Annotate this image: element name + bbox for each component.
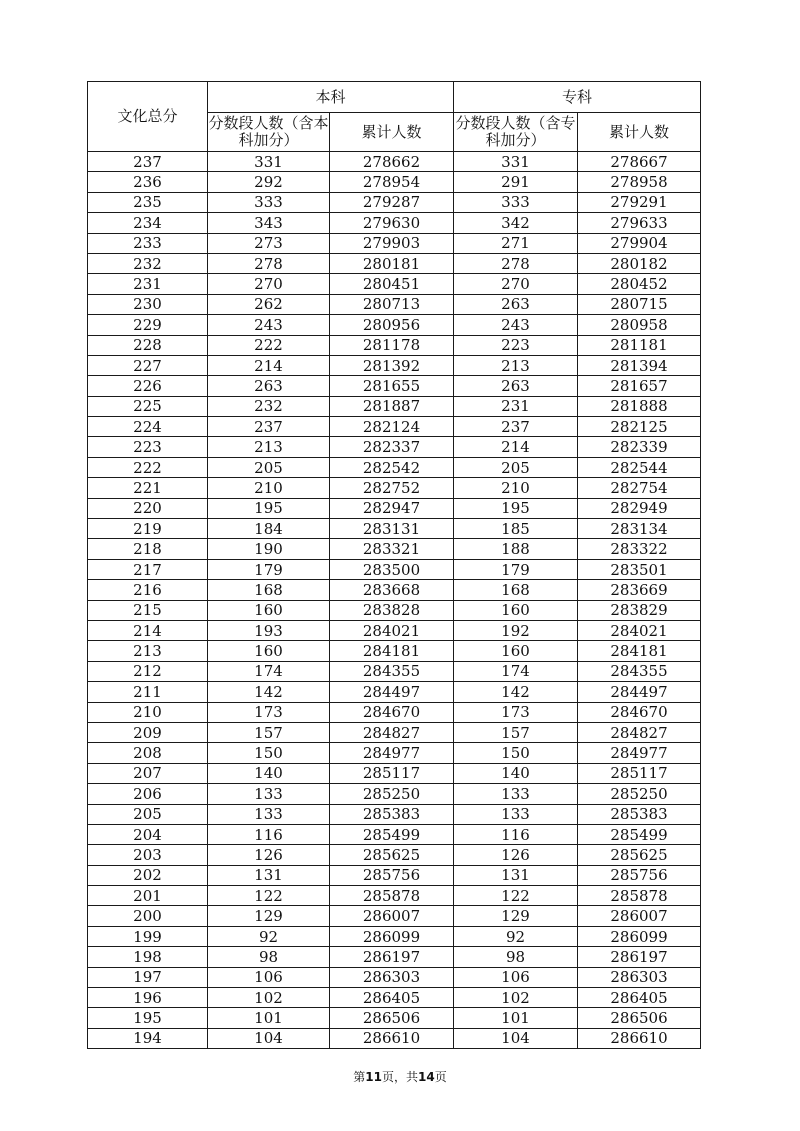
undergrad-segment-cell: 273 [208,233,330,253]
undergrad-segment-cell: 174 [208,661,330,681]
specialist-cumulative-cell: 286506 [578,1008,701,1028]
undergrad-cumulative-cell: 284021 [330,620,454,640]
specialist-cumulative-cell: 285878 [578,886,701,906]
score-cell: 237 [88,152,208,172]
specialist-cumulative-cell: 280182 [578,253,701,273]
undergrad-cumulative-cell: 281655 [330,376,454,396]
specialist-cumulative-cell: 285250 [578,784,701,804]
undergrad-cumulative-cell: 285625 [330,845,454,865]
score-cell: 236 [88,172,208,192]
undergrad-segment-cell: 184 [208,519,330,539]
undergrad-cumulative-cell: 285756 [330,865,454,885]
undergrad-cumulative-cell: 285250 [330,784,454,804]
undergrad-segment-cell: 106 [208,967,330,987]
specialist-segment-cell: 133 [454,804,578,824]
undergrad-cumulative-cell: 283131 [330,519,454,539]
footer-prefix: 第 [353,1070,366,1084]
undergrad-segment-cell: 101 [208,1008,330,1028]
table-row [88,498,701,518]
specialist-segment-cell: 173 [454,702,578,722]
specialist-segment-cell: 263 [454,376,578,396]
undergrad-segment-cell: 237 [208,417,330,437]
undergrad-segment-cell: 142 [208,682,330,702]
score-cell: 209 [88,722,208,742]
undergrad-segment-cell: 160 [208,641,330,661]
score-cell: 207 [88,763,208,783]
score-cell: 231 [88,274,208,294]
undergrad-segment-cell: 263 [208,376,330,396]
undergrad-segment-cell: 190 [208,539,330,559]
undergrad-cumulative-cell: 286007 [330,906,454,926]
specialist-cumulative-cell: 282125 [578,417,701,437]
specialist-segment-cell: 116 [454,824,578,844]
undergrad-cumulative-cell: 280181 [330,253,454,273]
specialist-segment-cell: 131 [454,865,578,885]
specialist-segment-cell: 223 [454,335,578,355]
table-row [88,539,701,559]
score-cell: 228 [88,335,208,355]
table-row [88,865,701,885]
undergrad-cumulative-cell: 280451 [330,274,454,294]
undergrad-cumulative-cell: 283828 [330,600,454,620]
table-row [88,722,701,742]
score-cell: 224 [88,417,208,437]
table-row [88,661,701,681]
specialist-segment-cell: 237 [454,417,578,437]
specialist-segment-cell: 342 [454,213,578,233]
undergrad-cumulative-cell: 282124 [330,417,454,437]
header-specialist-cumulative: 累计人数 [578,113,701,152]
undergrad-cumulative-cell: 281178 [330,335,454,355]
undergrad-segment-cell: 213 [208,437,330,457]
specialist-segment-cell: 291 [454,172,578,192]
specialist-segment-cell: 331 [454,152,578,172]
specialist-segment-cell: 179 [454,559,578,579]
table-row [88,784,701,804]
undergrad-cumulative-cell: 283500 [330,559,454,579]
specialist-segment-cell: 142 [454,682,578,702]
score-cell: 227 [88,355,208,375]
specialist-cumulative-cell: 286610 [578,1028,701,1048]
specialist-segment-cell: 214 [454,437,578,457]
score-cell: 230 [88,294,208,314]
table-row [88,152,701,172]
undergrad-segment-cell: 278 [208,253,330,273]
undergrad-cumulative-cell: 282337 [330,437,454,457]
undergrad-cumulative-cell: 286405 [330,988,454,1008]
undergrad-cumulative-cell: 279287 [330,192,454,212]
score-cell: 216 [88,580,208,600]
score-cell: 202 [88,865,208,885]
specialist-cumulative-cell: 281888 [578,396,701,416]
specialist-cumulative-cell: 278958 [578,172,701,192]
header-specialist: 专科 [454,82,701,113]
score-cell: 234 [88,213,208,233]
score-cell: 204 [88,824,208,844]
specialist-segment-cell: 213 [454,355,578,375]
table-body [88,152,701,1049]
specialist-segment-cell: 263 [454,294,578,314]
footer-total-pages: 14 [418,1070,435,1084]
score-cell: 196 [88,988,208,1008]
specialist-cumulative-cell: 285756 [578,865,701,885]
specialist-cumulative-cell: 281394 [578,355,701,375]
score-cell: 210 [88,702,208,722]
table-row [88,396,701,416]
specialist-cumulative-cell: 284497 [578,682,701,702]
table-row [88,233,701,253]
specialist-segment-cell: 195 [454,498,578,518]
table-row [88,763,701,783]
specialist-cumulative-cell: 285383 [578,804,701,824]
undergrad-cumulative-cell: 286610 [330,1028,454,1048]
table-row [88,335,701,355]
undergrad-cumulative-cell: 286303 [330,967,454,987]
header-undergrad-segment-count: 分数段人数（含本科加分） [208,113,330,152]
specialist-segment-cell: 185 [454,519,578,539]
specialist-segment-cell: 140 [454,763,578,783]
undergrad-segment-cell: 173 [208,702,330,722]
specialist-segment-cell: 205 [454,457,578,477]
score-cell: 215 [88,600,208,620]
specialist-segment-cell: 188 [454,539,578,559]
undergrad-segment-cell: 343 [208,213,330,233]
specialist-segment-cell: 270 [454,274,578,294]
undergrad-segment-cell: 133 [208,804,330,824]
undergrad-cumulative-cell: 278662 [330,152,454,172]
score-cell: 222 [88,457,208,477]
specialist-cumulative-cell: 280452 [578,274,701,294]
specialist-segment-cell: 126 [454,845,578,865]
table-row [88,315,701,335]
score-cell: 212 [88,661,208,681]
specialist-segment-cell: 101 [454,1008,578,1028]
score-cell: 225 [88,396,208,416]
specialist-cumulative-cell: 286303 [578,967,701,987]
specialist-cumulative-cell: 283829 [578,600,701,620]
specialist-segment-cell: 160 [454,600,578,620]
specialist-cumulative-cell: 284181 [578,641,701,661]
table-row [88,947,701,967]
undergrad-segment-cell: 232 [208,396,330,416]
specialist-cumulative-cell: 285117 [578,763,701,783]
table-row [88,376,701,396]
specialist-cumulative-cell: 286405 [578,988,701,1008]
table-row [88,355,701,375]
specialist-cumulative-cell: 284355 [578,661,701,681]
undergrad-segment-cell: 116 [208,824,330,844]
undergrad-cumulative-cell: 279630 [330,213,454,233]
score-cell: 197 [88,967,208,987]
table-row [88,600,701,620]
specialist-segment-cell: 210 [454,478,578,498]
table-row [88,253,701,273]
specialist-segment-cell: 243 [454,315,578,335]
undergrad-cumulative-cell: 282752 [330,478,454,498]
specialist-segment-cell: 129 [454,906,578,926]
score-cell: 214 [88,620,208,640]
undergrad-cumulative-cell: 282542 [330,457,454,477]
table-row [88,967,701,987]
undergrad-cumulative-cell: 281392 [330,355,454,375]
specialist-segment-cell: 333 [454,192,578,212]
header-undergrad-cumulative: 累计人数 [330,113,454,152]
specialist-cumulative-cell: 280958 [578,315,701,335]
specialist-cumulative-cell: 282949 [578,498,701,518]
table-row [88,886,701,906]
undergrad-segment-cell: 122 [208,886,330,906]
table-row [88,906,701,926]
specialist-cumulative-cell: 284670 [578,702,701,722]
specialist-segment-cell: 192 [454,620,578,640]
undergrad-cumulative-cell: 278954 [330,172,454,192]
table-row [88,274,701,294]
specialist-segment-cell: 102 [454,988,578,1008]
table-row [88,478,701,498]
specialist-cumulative-cell: 286007 [578,906,701,926]
score-cell: 195 [88,1008,208,1028]
score-cell: 200 [88,906,208,926]
undergrad-cumulative-cell: 285878 [330,886,454,906]
table-row [88,172,701,192]
table-row [88,620,701,640]
table-row [88,213,701,233]
undergrad-cumulative-cell: 282947 [330,498,454,518]
undergrad-segment-cell: 243 [208,315,330,335]
undergrad-cumulative-cell: 281887 [330,396,454,416]
table-row [88,926,701,946]
specialist-segment-cell: 98 [454,947,578,967]
score-cell: 219 [88,519,208,539]
specialist-cumulative-cell: 285625 [578,845,701,865]
table-row [88,1008,701,1028]
undergrad-cumulative-cell: 284355 [330,661,454,681]
undergrad-segment-cell: 195 [208,498,330,518]
table-row [88,804,701,824]
undergrad-cumulative-cell: 280956 [330,315,454,335]
score-cell: 201 [88,886,208,906]
table-row [88,845,701,865]
score-distribution-table [87,81,701,1049]
specialist-segment-cell: 271 [454,233,578,253]
specialist-segment-cell: 133 [454,784,578,804]
undergrad-segment-cell: 133 [208,784,330,804]
undergrad-segment-cell: 140 [208,763,330,783]
table-row [88,1028,701,1048]
undergrad-segment-cell: 222 [208,335,330,355]
table-row [88,702,701,722]
page-footer [0,1068,800,1085]
table-row [88,743,701,763]
score-cell: 208 [88,743,208,763]
specialist-segment-cell: 168 [454,580,578,600]
score-cell: 203 [88,845,208,865]
undergrad-cumulative-cell: 286506 [330,1008,454,1028]
undergrad-cumulative-cell: 283668 [330,580,454,600]
specialist-cumulative-cell: 283669 [578,580,701,600]
undergrad-cumulative-cell: 285499 [330,824,454,844]
score-cell: 213 [88,641,208,661]
score-cell: 226 [88,376,208,396]
undergrad-segment-cell: 92 [208,926,330,946]
undergrad-cumulative-cell: 286099 [330,926,454,946]
specialist-segment-cell: 174 [454,661,578,681]
header-undergraduate: 本科 [208,82,454,113]
score-cell: 220 [88,498,208,518]
undergrad-cumulative-cell: 284827 [330,722,454,742]
table-row [88,437,701,457]
score-cell: 206 [88,784,208,804]
specialist-cumulative-cell: 283134 [578,519,701,539]
undergrad-cumulative-cell: 286197 [330,947,454,967]
specialist-segment-cell: 160 [454,641,578,661]
table-row [88,417,701,437]
specialist-cumulative-cell: 279904 [578,233,701,253]
score-cell: 232 [88,253,208,273]
undergrad-segment-cell: 168 [208,580,330,600]
undergrad-segment-cell: 131 [208,865,330,885]
specialist-cumulative-cell: 283501 [578,559,701,579]
specialist-cumulative-cell: 281657 [578,376,701,396]
undergrad-segment-cell: 102 [208,988,330,1008]
table-row [88,988,701,1008]
specialist-segment-cell: 157 [454,722,578,742]
specialist-segment-cell: 104 [454,1028,578,1048]
table-row [88,682,701,702]
score-cell: 229 [88,315,208,335]
header-specialist-segment-count: 分数段人数（含专科加分） [454,113,578,152]
undergrad-cumulative-cell: 283321 [330,539,454,559]
score-cell: 233 [88,233,208,253]
undergrad-segment-cell: 129 [208,906,330,926]
undergrad-cumulative-cell: 279903 [330,233,454,253]
specialist-cumulative-cell: 284021 [578,620,701,640]
specialist-cumulative-cell: 282544 [578,457,701,477]
table-row [88,824,701,844]
undergrad-cumulative-cell: 285383 [330,804,454,824]
specialist-cumulative-cell: 282754 [578,478,701,498]
specialist-segment-cell: 278 [454,253,578,273]
score-cell: 211 [88,682,208,702]
table-row [88,580,701,600]
table-row [88,294,701,314]
specialist-cumulative-cell: 280715 [578,294,701,314]
score-cell: 218 [88,539,208,559]
specialist-segment-cell: 231 [454,396,578,416]
undergrad-segment-cell: 292 [208,172,330,192]
undergrad-segment-cell: 157 [208,722,330,742]
undergrad-cumulative-cell: 284497 [330,682,454,702]
score-cell: 223 [88,437,208,457]
table-row [88,641,701,661]
specialist-cumulative-cell: 279633 [578,213,701,233]
specialist-cumulative-cell: 279291 [578,192,701,212]
footer-page-number: 11 [365,1070,382,1084]
table-row [88,519,701,539]
undergrad-segment-cell: 179 [208,559,330,579]
specialist-cumulative-cell: 281181 [578,335,701,355]
undergrad-cumulative-cell: 285117 [330,763,454,783]
undergrad-segment-cell: 150 [208,743,330,763]
score-cell: 235 [88,192,208,212]
score-cell: 194 [88,1028,208,1048]
undergrad-segment-cell: 333 [208,192,330,212]
undergrad-segment-cell: 126 [208,845,330,865]
specialist-cumulative-cell: 284827 [578,722,701,742]
undergrad-segment-cell: 214 [208,355,330,375]
footer-middle: 页，共 [381,1070,418,1084]
score-cell: 217 [88,559,208,579]
score-cell: 199 [88,926,208,946]
specialist-cumulative-cell: 282339 [578,437,701,457]
specialist-cumulative-cell: 286197 [578,947,701,967]
undergrad-segment-cell: 331 [208,152,330,172]
specialist-segment-cell: 92 [454,926,578,946]
specialist-segment-cell: 122 [454,886,578,906]
specialist-segment-cell: 106 [454,967,578,987]
undergrad-cumulative-cell: 284670 [330,702,454,722]
undergrad-cumulative-cell: 284977 [330,743,454,763]
undergrad-segment-cell: 262 [208,294,330,314]
score-cell: 221 [88,478,208,498]
undergrad-segment-cell: 98 [208,947,330,967]
specialist-segment-cell: 150 [454,743,578,763]
undergrad-cumulative-cell: 280713 [330,294,454,314]
table-row [88,559,701,579]
score-cell: 198 [88,947,208,967]
undergrad-segment-cell: 210 [208,478,330,498]
undergrad-cumulative-cell: 284181 [330,641,454,661]
undergrad-segment-cell: 104 [208,1028,330,1048]
undergrad-segment-cell: 270 [208,274,330,294]
header-total-score: 文化总分 [88,82,208,152]
specialist-cumulative-cell: 285499 [578,824,701,844]
specialist-cumulative-cell: 286099 [578,926,701,946]
undergrad-segment-cell: 205 [208,457,330,477]
table-row [88,457,701,477]
specialist-cumulative-cell: 284977 [578,743,701,763]
specialist-cumulative-cell: 283322 [578,539,701,559]
specialist-cumulative-cell: 278667 [578,152,701,172]
table-row [88,192,701,212]
undergrad-segment-cell: 193 [208,620,330,640]
score-cell: 205 [88,804,208,824]
undergrad-segment-cell: 160 [208,600,330,620]
footer-suffix: 页 [434,1070,447,1084]
